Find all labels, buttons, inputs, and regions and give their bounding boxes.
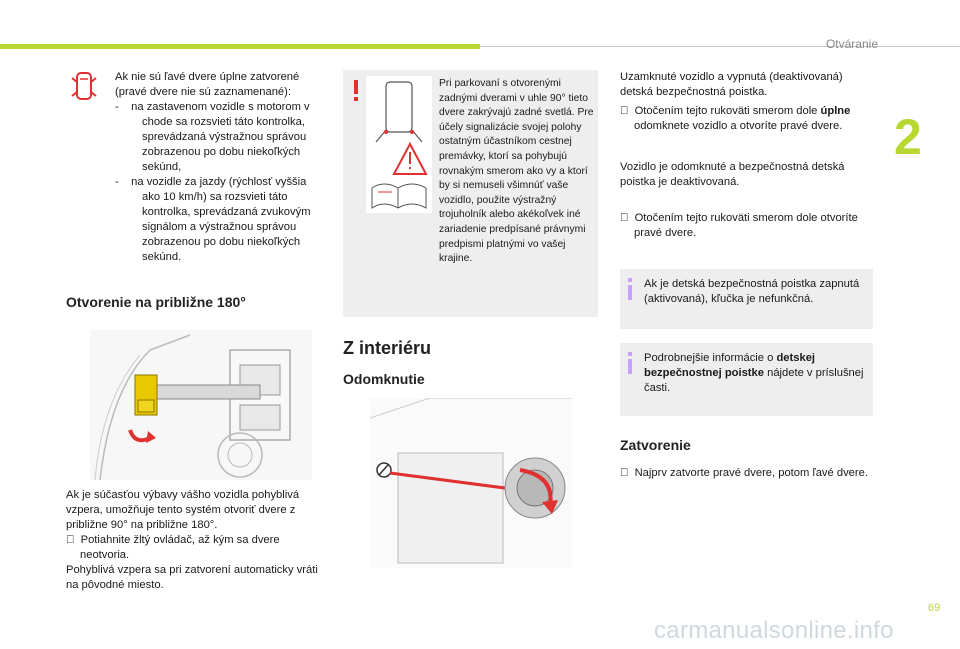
locked-state-paragraph: Uzamknuté vozidlo a vypnutá (deaktivovaná) detská bezpečnostná poistka. (620, 71, 843, 98)
close-bullet: Najprv zatvorte pravé dvere, potom ľavé dvere. (620, 467, 860, 479)
otvorenie-paragraph: Pohyblivá vzpera sa pri zatvorení automaticky vráti na pôvodné miesto. (66, 549, 318, 576)
warning-item: - na vozidle za jazdy (rýchlosť vyššia ako 10 km/h) sa rozsvieti táto kontrolka, sprevádzaná zvukovým signálom a výstražnou správou zobrazenou po dobu niekoľkých sekúnd. (115, 176, 311, 263)
door-strut-image (90, 330, 312, 480)
otvorenie-bullet: Potiahnite žltý ovládač, až kým sa dvere neotvoria. (66, 534, 324, 546)
section-heading-zatvorenie: Zatvorenie (620, 437, 691, 453)
info-box-child-lock (620, 269, 873, 329)
left-warning-text (115, 70, 325, 265)
info-icon (626, 278, 634, 300)
otvorenie-paragraph: Ak je súčasťou výbavy vášho vozidla pohyblivá vzpera, umožňuje tento systém otvoriť dvere z približne 90° na približne 180°. (66, 489, 300, 531)
parking-warning-text: Pri parkovaní s otvorenými zadnými dverami v uhle 90° tieto dvere zakrývajú zadné svetlá. Pre účely signalizácie svojej polohy ostatným účastníkom cestnej premávky, ktorí sa pohybujú rovnakým smerom ako vy a ktorí by si nemuseli všimnúť vaše vozidlo, použite výstražný trojuholník alebo akékoľvek iné zariadenie predpísané právnymi predpismi platnými vo vašej krajine. (439, 78, 594, 265)
section-heading-z-interieru: Z interiéru (343, 338, 432, 358)
info-icon (626, 352, 634, 374)
unlock-bullet: Otočením tejto rukoväti smerom dole úplne odomknete vozidlo a otvoríte pravé dvere. (620, 105, 843, 132)
door-open-warning-icon (70, 70, 98, 104)
warning-item: - na zastavenom vozidle s motorom v chode sa rozsvieti táto kontrolka, sprevádzaná výstražnou správou zobrazenou po dobu niekoľkých sekúnd, (115, 101, 310, 173)
info-text: Ak je detská bezpečnostná poistka zapnutá (aktivovaná), kľučka je nefunkčná. (644, 278, 860, 305)
page-number: 69 (928, 602, 941, 614)
section-title: Otváranie (825, 37, 878, 51)
open-bullet: Otočením tejto rukoväti smerom dole otvoríte pravé dvere. (620, 212, 850, 239)
info-box-details: Podrobnejšie informácie o detskej bezpečnostnej poistke nájdete v príslušnej časti. (620, 343, 873, 416)
warning-intro: Ak nie sú ľavé dvere úplne zatvorené (pravé dvere nie sú zaznamenané): (115, 71, 300, 98)
interior-handle-image (370, 398, 572, 568)
accent-bar (0, 44, 480, 49)
section-heading-otvorenie: Otvorenie na približne 180° (66, 294, 246, 310)
subheading-odomknutie: Odomknutie (343, 371, 425, 387)
parking-warning-image (366, 76, 432, 213)
header-divider (480, 46, 960, 47)
chapter-number: 2 (894, 109, 922, 165)
exclamation-icon (351, 80, 361, 102)
otvorenie-body (66, 488, 324, 593)
unlocked-state-paragraph: Vozidlo je odomknuté a bezpečnostná detská poistka je deaktivovaná. (620, 161, 845, 188)
watermark: carmanualsonline.info (654, 617, 894, 644)
right-column (620, 70, 875, 241)
